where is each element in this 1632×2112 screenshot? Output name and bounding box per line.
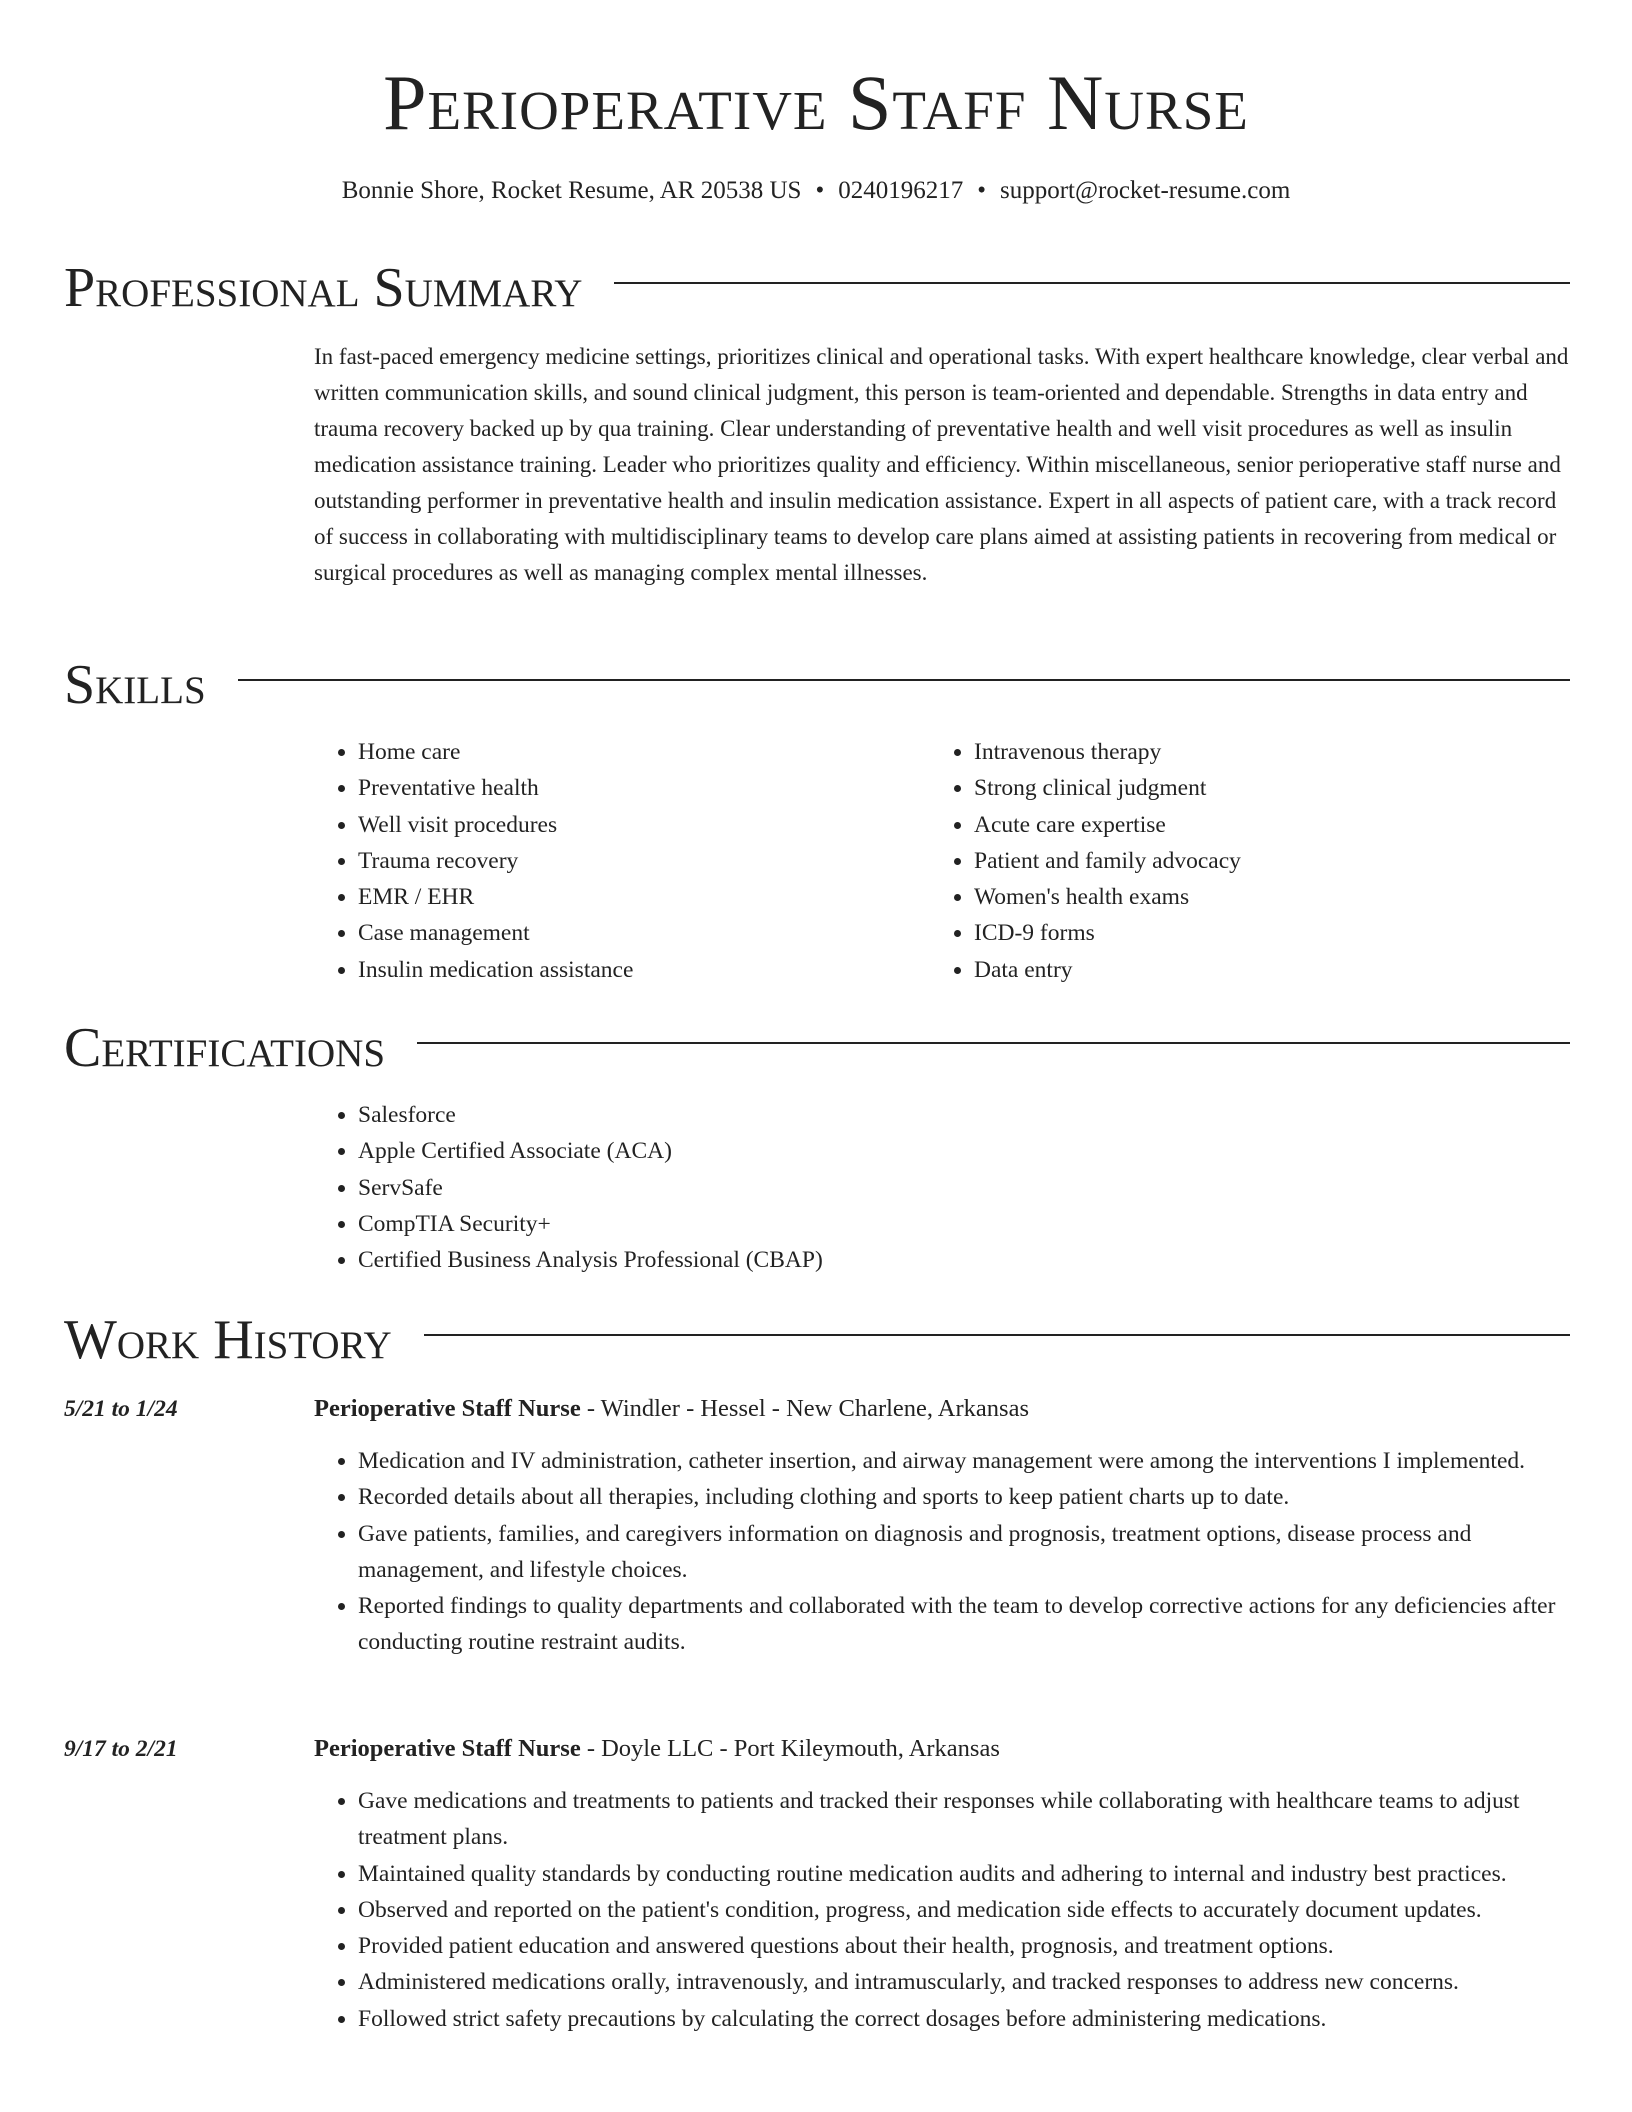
skill-item: • EMR / EHR bbox=[358, 879, 914, 915]
job-title-line bbox=[314, 1731, 1570, 1767]
skill-item: • Well visit procedures bbox=[358, 807, 914, 843]
skill-item: • Case management bbox=[358, 915, 914, 951]
certification-item: • CompTIA Security+ bbox=[358, 1206, 1214, 1242]
section-divider bbox=[64, 679, 1570, 681]
summary-section-title: Professional Summary bbox=[64, 258, 614, 318]
job-bullet-item: • Recorded details about all therapies, including clothing and sports to keep patient charts up to date. bbox=[358, 1479, 1570, 1515]
summary-section-header bbox=[64, 258, 1570, 318]
job-employer: - Doyle LLC - Port Kileymouth, Arkansas bbox=[580, 1735, 1000, 1762]
job-bullet-list bbox=[314, 1783, 1570, 2037]
job-bullet-item: • Gave medications and treatments to patients and tracked their responses while collaborating with healthcare teams to adjust treatment plans. bbox=[358, 1783, 1570, 1856]
job-bullet-item: • Gave patients, families, and caregivers information on diagnosis and prognosis, treatment options, disease process and management, and lifestyle choices. bbox=[358, 1516, 1570, 1589]
work-history-section-header bbox=[64, 1310, 1570, 1370]
contact-line bbox=[0, 174, 1632, 208]
job-title-line bbox=[314, 1391, 1570, 1427]
certification-item: • Certified Business Analysis Professional (CBAP) bbox=[358, 1242, 1214, 1278]
contact-phone: 0240196217 bbox=[838, 177, 964, 204]
certifications-section-header bbox=[64, 1018, 1570, 1078]
skills-column-left bbox=[314, 734, 914, 988]
skill-item: • Trauma recovery bbox=[358, 843, 914, 879]
job-dates: 9/17 to 2/21 bbox=[64, 1736, 178, 1762]
job-bullets bbox=[314, 1783, 1570, 2037]
job-bullet-item: • Administered medications orally, intravenously, and intramuscularly, and tracked responses to address new concerns. bbox=[358, 1964, 1570, 2000]
skill-item: • Intravenous therapy bbox=[974, 734, 1550, 770]
job-employer: - Windler - Hessel - New Charlene, Arkansas bbox=[580, 1395, 1029, 1422]
certification-item: • ServSafe bbox=[358, 1170, 1214, 1206]
summary-text: In fast-paced emergency medicine settings, prioritizes clinical and operational tasks. With expert healthcare knowledge, clear verbal and written communication skills, and sound clinical judgment, this person is team-oriented and dependable. Strengths in data entry and trauma recovery backed up by qua training. Clear understanding of preventative health and well visit procedures as well as insulin medication assistance training. Leader who prioritizes quality and efficiency. Within miscellaneous, senior perioperative staff nurse and outstanding performer in preventative health and insulin medication assistance. Expert in all aspects of patient care, with a track record of success in collaborating with multidisciplinary teams to develop care plans aimed at assisting patients in recovering from medical or surgical procedures as well as managing complex mental illnesses. bbox=[314, 344, 1569, 585]
resume-name-heading: Perioperative Staff Nurse bbox=[383, 59, 1249, 146]
skill-item: • Home care bbox=[358, 734, 914, 770]
job-bullet-list bbox=[314, 1443, 1570, 1661]
contact-address: Bonnie Shore, Rocket Resume, AR 20538 US bbox=[341, 177, 802, 204]
skills-section-title: Skills bbox=[64, 655, 238, 715]
certifications-block bbox=[314, 1097, 1214, 1278]
job-dates: 5/21 to 1/24 bbox=[64, 1396, 178, 1422]
skills-list-right bbox=[930, 734, 1550, 988]
certifications-list bbox=[314, 1097, 1214, 1278]
skill-item: • Data entry bbox=[974, 952, 1550, 988]
job-bullet-item: • Provided patient education and answered questions about their health, prognosis, and treatment options. bbox=[358, 1928, 1570, 1964]
contact-separator: • bbox=[977, 177, 986, 204]
certifications-section-title: Certifications bbox=[64, 1018, 417, 1078]
skill-item: • Insulin medication assistance bbox=[358, 952, 914, 988]
job-bullet-item: • Observed and reported on the patient's condition, progress, and medication side effects to accurately document updates. bbox=[358, 1892, 1570, 1928]
work-history-section-title: Work History bbox=[64, 1310, 424, 1370]
skill-item: • Strong clinical judgment bbox=[974, 770, 1550, 806]
certification-item: • Apple Certified Associate (ACA) bbox=[358, 1133, 1214, 1169]
skills-section-header bbox=[64, 655, 1570, 715]
job-bullet-item: • Reported findings to quality departments and collaborated with the team to develop corrective actions for any deficiencies after conducting routine restraint audits. bbox=[358, 1588, 1570, 1661]
skill-item: • Preventative health bbox=[358, 770, 914, 806]
skill-item: • Patient and family advocacy bbox=[974, 843, 1550, 879]
job-bullets bbox=[314, 1443, 1570, 1661]
job-bullet-item: • Maintained quality standards by conducting routine medication audits and adhering to internal and industry best practices. bbox=[358, 1856, 1570, 1892]
skill-item: • Women's health exams bbox=[974, 879, 1550, 915]
skill-item: • ICD-9 forms bbox=[974, 915, 1550, 951]
job-bullet-item: • Medication and IV administration, catheter insertion, and airway management were among the interventions I implemented. bbox=[358, 1443, 1570, 1479]
skills-column-right bbox=[930, 734, 1550, 988]
contact-email[interactable]: support@rocket-resume.com bbox=[999, 177, 1291, 204]
job-title: Perioperative Staff Nurse bbox=[314, 1735, 581, 1762]
certification-item: • Salesforce bbox=[358, 1097, 1214, 1133]
job-title: Perioperative Staff Nurse bbox=[314, 1395, 581, 1422]
contact-separator: • bbox=[815, 177, 825, 204]
skill-item: • Acute care expertise bbox=[974, 807, 1550, 843]
job-bullet-item: • Followed strict safety precautions by calculating the correct dosages before administering medications. bbox=[358, 2001, 1570, 2037]
skills-list-left bbox=[314, 734, 914, 988]
